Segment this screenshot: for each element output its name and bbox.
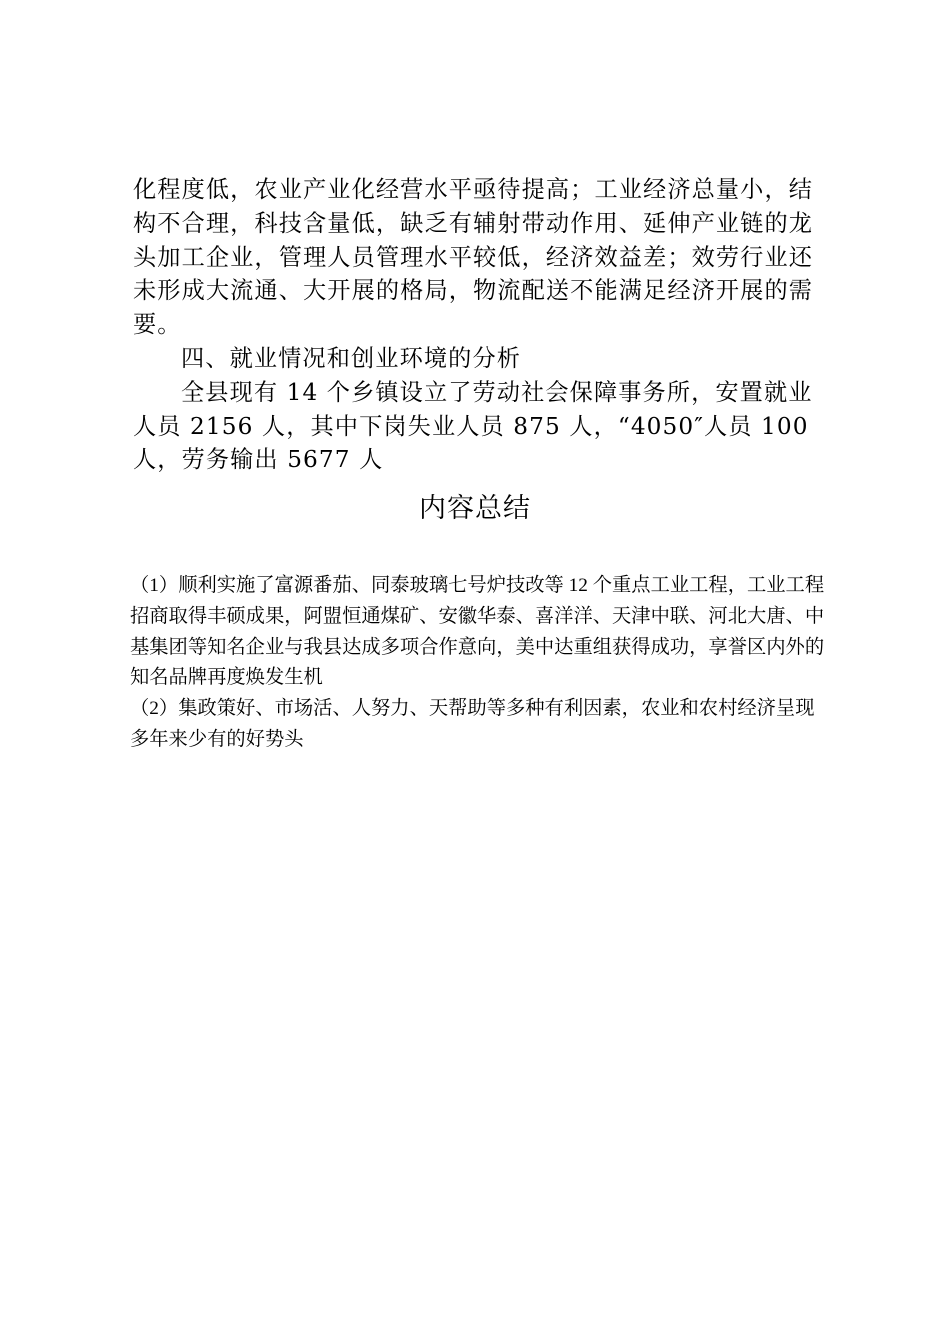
summary-section xyxy=(130,571,830,756)
summary-item: （2）集政策好、市场活、人努力、天帮助等多种有利因素，农业和农村经济呈现多年来少有的好势头 xyxy=(130,698,815,750)
summary-item: （1）顺利实施了富源番茄、同泰玻璃七号炉技改等 12 个重点工业工程，工业工程招商取得丰硕成果，阿盟恒通煤矿、安徽华泰、喜洋洋、天津中联、河北大唐、中基集团等知名企业与我县达成多项合作意向，美中达重组获得成功，享誉区内外的知名品牌再度焕发生机 xyxy=(130,575,825,689)
summary-title: 内容总结 xyxy=(419,493,531,524)
section-heading: 四、就业情况和创业环境的分析 xyxy=(181,344,522,372)
body-paragraph: 全县现有 14 个乡镇设立了劳动社会保障事务所，安置就业人员 2156 人，其中下岗失业人员 875 人，“4050″人员 100 人，劳务输出 5677 人 xyxy=(133,378,813,474)
body-text-section xyxy=(133,173,823,477)
body-paragraph: 化程度低，农业产业化经营水平亟待提高；工业经济总量小，结构不合理，科技含量低，缺乏有辅射带动作用、延伸产业链的龙头加工企业，管理人员管理水平较低，经济效益差；效劳行业还未形成大流通、大开展的格局，物流配送不能满足经济开展的需要。 xyxy=(133,176,814,339)
